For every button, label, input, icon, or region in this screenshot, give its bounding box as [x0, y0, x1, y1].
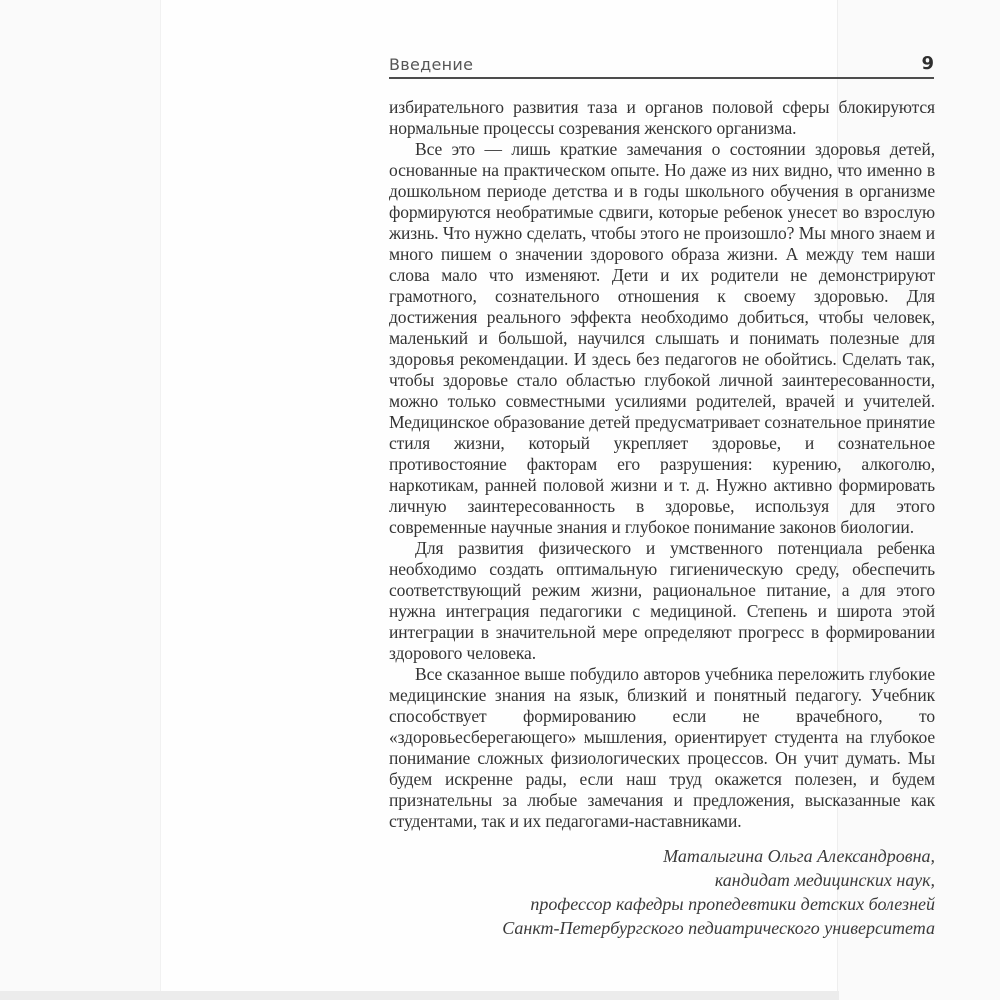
body-text [389, 97, 935, 940]
signature-line-1: Маталыгина Ольга Александровна, [663, 846, 935, 866]
page-bottom-edge [0, 991, 839, 1000]
body-paragraph-2: Все это — лишь краткие замечания о состоянии здоровья детей, основанные на практическом опыте. Но даже из них видно, что именно в дошкольном периоде детства и в годы школьного обучения в организме формируются необратимые сдвиги, которые ребенок унесет во взрослую жизнь. Что нужно сделать, чтобы этого не произошло? Мы много знаем и много пишем о значении здорового образа жизни. А между тем наши слова мало что изменяют. Дети и их родители не демонстрируют грамотного, сознательного отношения к своему здоровью. Для достижения реального эффекта необходимо добиться, чтобы человек, маленький и большой, научился слышать и понимать полезные для здоровья рекомендации. И здесь без педагогов не обойтись. Сделать так, чтобы здоровье стало областью глубокой личной заинтересованности, можно только совместными усилиями родителей, врачей и учителей. Медицинское образование детей предусматривает сознательное принятие стиля жизни, который укрепляет здоровье, и сознательное противостояние факторам его разрушения: курению, алкоголю, наркотикам, ранней половой жизни и т. д. Нужно активно формировать личную заинтересованность в здоровье, используя для этого современные научные знания и глубокое понимание законов биологии. [389, 139, 935, 537]
signature-line-2: кандидат медицинских наук, [714, 870, 935, 890]
body-paragraph-3: Для развития физического и умственного потенциала ребенка необходимо создать оптимальную гигиеническую среду, обеспечить соответствующий режим жизни, рациональное питание, а для этого нужна интеграция педагогики с медициной. Степень и широта этой интеграции в значительной мере определяют прогресс в формировании здорового человека. [389, 538, 935, 663]
signature-line-4: Санкт-Петербургского педиатрического университета [502, 918, 935, 938]
book-page [160, 0, 935, 991]
body-paragraph-4: Все сказанное выше побудило авторов учебника переложить глубокие медицинские знания на язык, близкий и понятный педагогу. Учебник способствует формированию если не врачебного, то «здоровьесберегающего» мышления, ориентирует студента на глубокое понимание сложных физиологических процессов. Он учит думать. Мы будем искренне рады, если наш труд окажется полезен, и будем признательны за любые замечания и предложения, высказанные как студентами, так и их педагогами-наставниками. [389, 664, 935, 831]
signature-line-3: профессор кафедры пропедевтики детских болезней [530, 894, 935, 914]
header-rule [389, 77, 934, 79]
running-header-title: Введение [389, 55, 474, 74]
page-number: 9 [921, 53, 934, 74]
body-paragraph-continuation: избирательного развития таза и органов половой сферы блокируются нормальные процессы созревания женского организма. [389, 97, 935, 138]
author-signature [389, 844, 935, 940]
